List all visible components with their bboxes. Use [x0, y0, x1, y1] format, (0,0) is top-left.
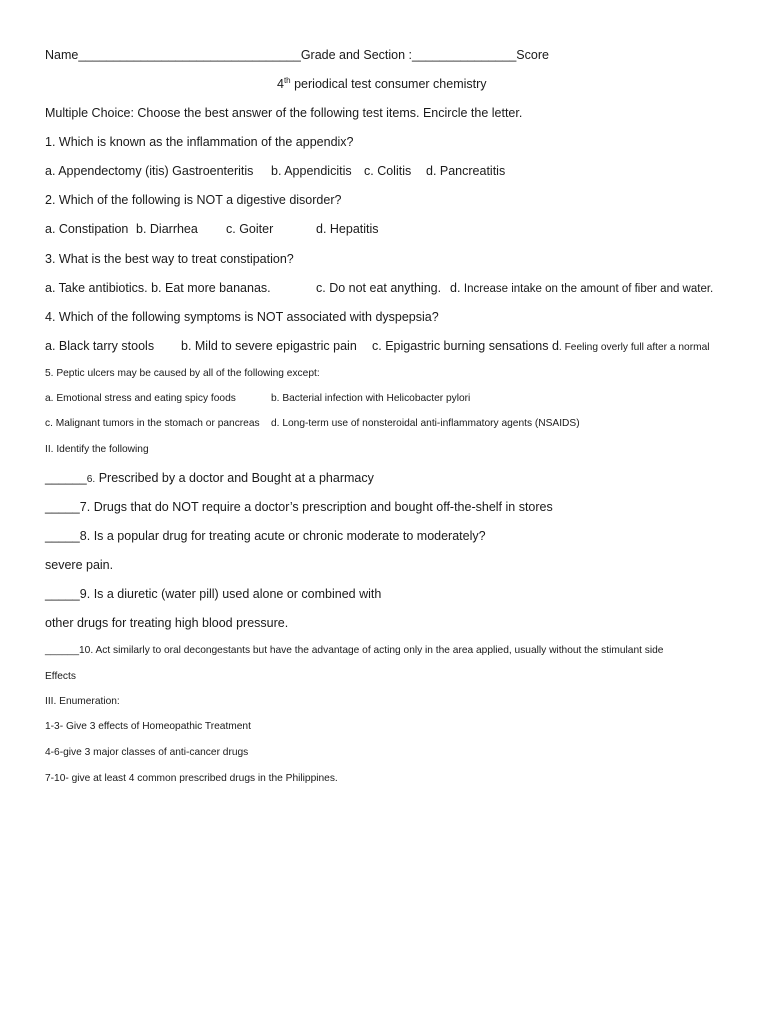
question-1-choice-c: c. Colitis: [364, 164, 412, 178]
title-ordinal-suffix: th: [283, 76, 291, 85]
answer-blank: _____: [45, 529, 80, 543]
question-5-choice-b: b. Bacterial infection with Helicobacter pylori: [271, 393, 471, 404]
item-text: Is a popular drug for treating acute or chronic moderate to moderately?: [93, 529, 486, 543]
answer-blank: ______: [45, 471, 87, 485]
question-4-choice-d-letter: d: [551, 339, 559, 353]
question-3-choice-d: [450, 280, 713, 296]
enumeration-item: 7-10- give at least 4 common prescribed drugs in the Philippines.: [45, 773, 338, 784]
identify-item-7: [45, 499, 553, 515]
question-4-choice-a: a. Black tarry stools: [45, 339, 155, 353]
identify-item-10-continuation: Effects: [45, 671, 76, 682]
question-4-choice-d-text: . Feeling overly full after a normal: [558, 342, 710, 353]
question-5-choice-d: d. Long-term use of nonsteroidal anti-inflammatory agents (NSAIDS): [271, 418, 580, 429]
question-4-choice-c: c. Epigastric burning sensations: [372, 339, 549, 353]
item-text: Act similarly to oral decongestants but have the advantage of acting only in the area applied, usually without the stimulant side: [95, 645, 664, 656]
header-line: [45, 47, 549, 63]
identify-item-10: [45, 643, 663, 659]
question-3-choice-a: a. Take antibiotics.: [45, 281, 148, 295]
identify-item-6: [45, 470, 374, 486]
test-title: [277, 76, 487, 92]
title-number: 4: [277, 77, 284, 91]
question-3-choice-d-text: Increase intake on the amount of fiber and water.: [463, 283, 714, 295]
question-2-choice-b: b. Diarrhea: [136, 222, 198, 236]
enumeration-item: 4-6-give 3 major classes of anti-cancer drugs: [45, 747, 249, 758]
question-5-stem: 5. Peptic ulcers may be caused by all of the following except:: [45, 368, 320, 379]
enumeration-item: 1-3- Give 3 effects of Homeopathic Treatment: [45, 721, 251, 732]
item-number: 8.: [79, 529, 91, 543]
question-3-choice-c: c. Do not eat anything.: [316, 281, 442, 295]
question-2-stem: 2. Which of the following is NOT a digestive disorder?: [45, 193, 342, 207]
question-2-choice-d: d. Hepatitis: [316, 222, 379, 236]
question-1-stem: 1. Which is known as the inflammation of the appendix?: [45, 135, 354, 149]
question-4-stem: 4. Which of the following symptoms is NOT associated with dyspepsia?: [45, 310, 439, 324]
item-number: 6.: [86, 474, 96, 485]
part3-heading: III. Enumeration:: [45, 696, 120, 707]
identify-item-9: [45, 586, 381, 602]
title-text: periodical test consumer chemistry: [294, 77, 487, 91]
question-1-choice-a: a. Appendectomy (itis) Gastroenteritis: [45, 164, 254, 178]
question-2-choice-c: c. Goiter: [226, 222, 274, 236]
part2-heading: II. Identify the following: [45, 444, 149, 455]
grade-section-field: Grade and Section :_______________: [300, 48, 517, 62]
answer-blank: ______: [45, 645, 79, 656]
part1-instructions: Multiple Choice: Choose the best answer of the following test items. Encircle the letter.: [45, 106, 523, 120]
question-5-choice-a: a. Emotional stress and eating spicy foods: [45, 393, 236, 404]
question-2-choice-a: a. Constipation: [45, 222, 129, 236]
question-1-choice-b: b. Appendicitis: [271, 164, 352, 178]
question-1-choice-d: d. Pancreatitis: [426, 164, 506, 178]
answer-blank: _____: [45, 500, 80, 514]
question-4-choice-b: b. Mild to severe epigastric pain: [181, 339, 357, 353]
item-text: Prescribed by a doctor and Bought at a pharmacy: [98, 471, 374, 485]
item-text: Is a diuretic (water pill) used alone or combined with: [93, 587, 382, 601]
item-text: Drugs that do NOT require a doctor’s prescription and bought off-the-shelf in stores: [93, 500, 553, 514]
question-3-choice-d-letter: d.: [450, 281, 461, 295]
item-number: 10.: [79, 645, 94, 656]
answer-blank: _____: [45, 587, 80, 601]
identify-item-8-continuation: severe pain.: [45, 558, 114, 572]
question-4-choices-cd: [372, 338, 710, 354]
name-field: Name________________________________: [45, 48, 301, 62]
item-number: 7.: [79, 500, 91, 514]
item-number: 9.: [79, 587, 91, 601]
question-5-choice-c: c. Malignant tumors in the stomach or pancreas: [45, 418, 260, 429]
identify-item-9-continuation: other drugs for treating high blood pressure.: [45, 616, 289, 630]
question-3-stem: 3. What is the best way to treat constipation?: [45, 252, 294, 266]
question-3-choices-ab: [45, 280, 271, 296]
question-3-choice-b: b. Eat more bananas.: [151, 281, 271, 295]
score-label: Score: [516, 48, 549, 62]
identify-item-8: [45, 528, 486, 544]
